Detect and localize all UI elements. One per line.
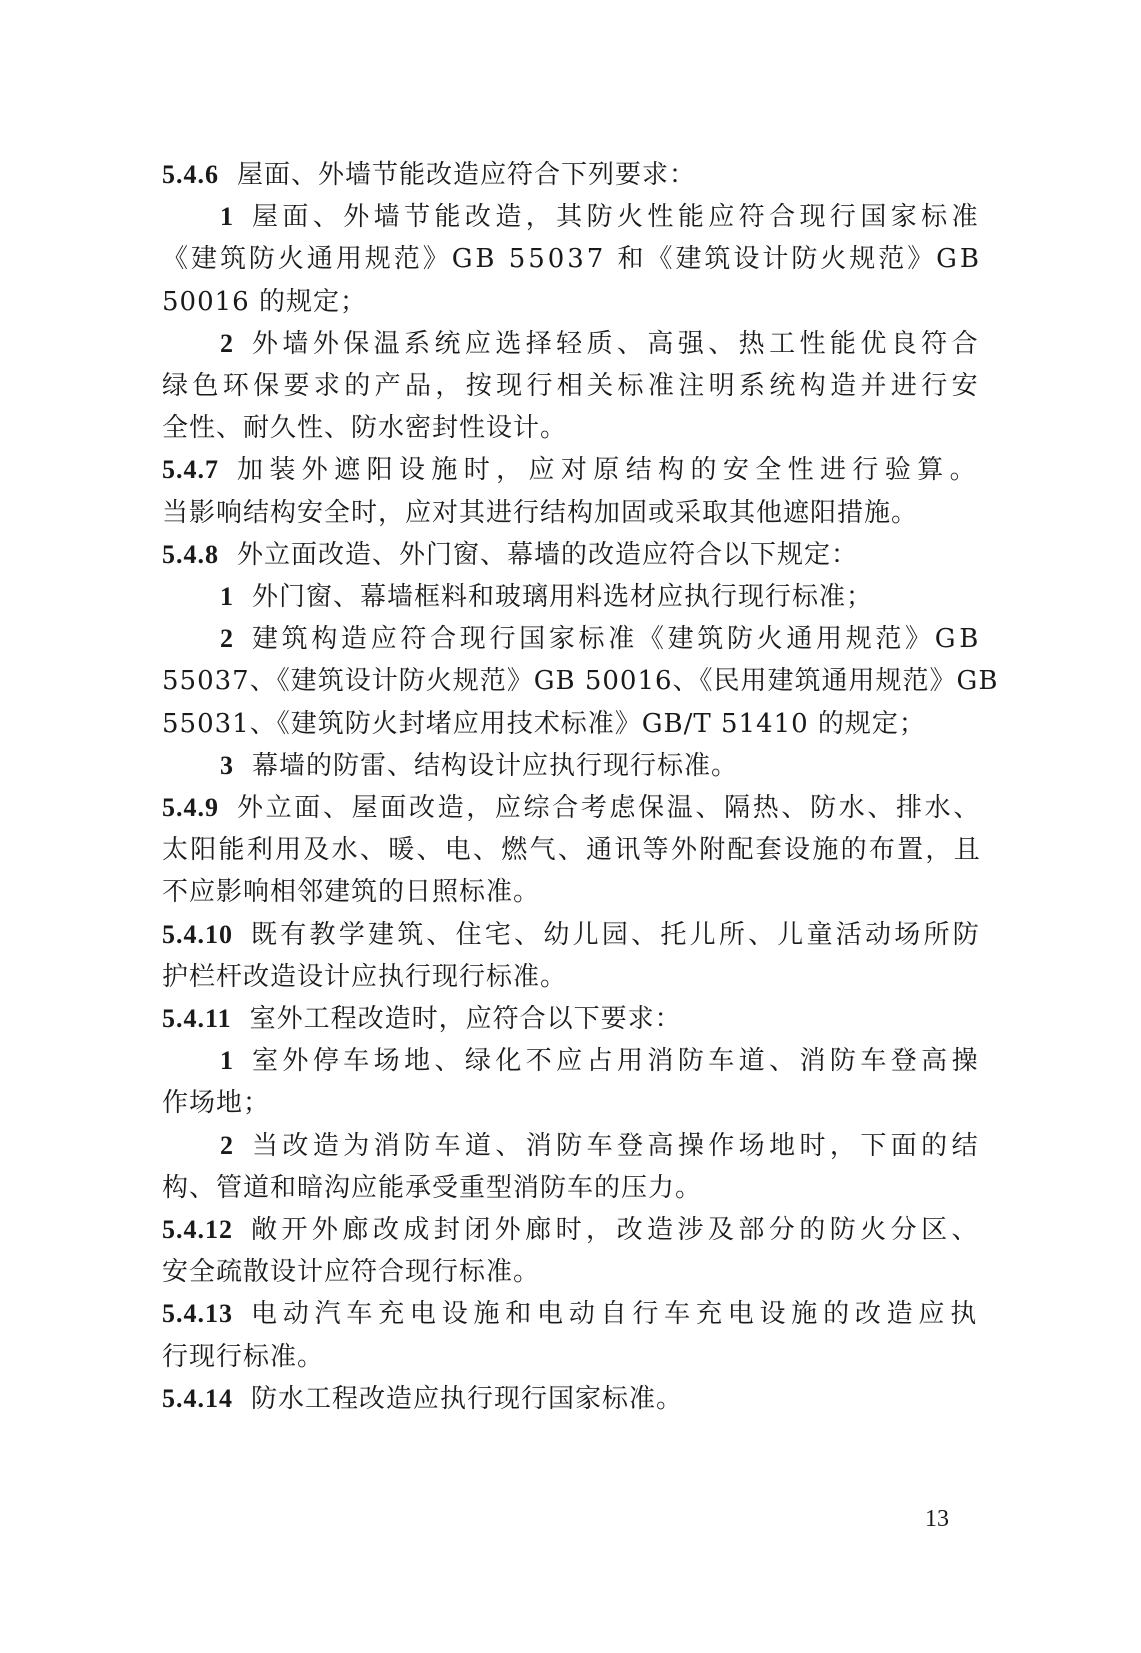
text-line: [220, 324, 982, 364]
line-text: 电动汽车充电设施和电动自行车充电设施的改造应执: [251, 1299, 982, 1330]
line-text: 屋面、外墙节能改造应符合下列要求：: [237, 160, 697, 190]
item-number: 2: [220, 624, 234, 654]
text-line: [220, 577, 982, 617]
text-line: [162, 704, 982, 744]
clause-number: 5.4.14: [162, 1383, 233, 1413]
text-line: [162, 957, 982, 997]
line-text: 55037、《建筑设计防火规范》GB 50016、《民用建筑通用规范》GB: [162, 666, 999, 697]
line-text: 敞开外廊改成封闭外廊时，改造涉及部分的防火分区、: [251, 1215, 982, 1245]
item-number: 1: [220, 1046, 234, 1076]
clause-number: 5.4.6: [162, 160, 219, 189]
line-text: 屋面、外墙节能改造，其防火性能应符合现行国家标准: [252, 202, 982, 233]
line-text: 外墙外保温系统应选择轻质、高强、热工性能优良符合: [252, 328, 982, 359]
text-line: [162, 872, 982, 912]
line-text: 当影响结构安全时，应对其进行结构加固或采取其他遮阳措施。: [162, 497, 919, 528]
line-text: 作场地；: [162, 1088, 271, 1119]
text-line: [162, 239, 982, 279]
clause-number: 5.4.10: [162, 919, 233, 949]
text-line: [162, 450, 982, 490]
item-number: 2: [220, 1130, 234, 1160]
line-text: 护栏杆改造设计应执行现行标准。: [162, 961, 568, 992]
text-line: [220, 1041, 982, 1081]
text-line: [220, 746, 982, 786]
text-line: [162, 535, 982, 575]
line-text: 太阳能利用及水、暖、电、燃气、通讯等外附配套设施的布置，且: [162, 835, 982, 866]
text-line: [162, 1337, 982, 1377]
item-number: 3: [220, 750, 234, 780]
text-line: [162, 408, 982, 448]
line-text: 安全疏散设计应符合现行标准。: [162, 1257, 541, 1288]
line-text: 行现行标准。: [162, 1341, 325, 1372]
clause-number: 5.4.7: [162, 455, 219, 485]
text-line: [220, 197, 982, 237]
line-text: 绿色环保要求的产品，按现行相关标准注明系统构造并进行安: [162, 371, 982, 401]
text-line: [162, 1379, 982, 1419]
text-line: [162, 830, 982, 870]
line-text: 防水工程改造应执行现行国家标准。: [251, 1383, 684, 1414]
item-number: 1: [220, 582, 234, 611]
clause-number: 5.4.11: [162, 1004, 232, 1033]
line-text: 室外工程改造时，应符合以下要求：: [249, 1004, 682, 1034]
text-line: [220, 619, 982, 659]
page-number: 13: [925, 1506, 949, 1532]
text-line: [162, 155, 982, 195]
line-text: 外立面改造、外门窗、幕墙的改造应符合以下规定：: [237, 539, 859, 570]
item-number: 1: [220, 202, 234, 232]
line-text: 室外停车场地、绿化不应占用消防车道、消防车登高操: [252, 1046, 982, 1077]
line-text: 幕墙的防雷、结构设计应执行现行标准。: [252, 750, 739, 781]
text-line: [220, 1126, 982, 1166]
line-text: 建筑构造应符合现行国家标准《建筑防火通用规范》GB: [252, 624, 982, 655]
line-text: 《建筑防火通用规范》GB 55037 和《建筑设计防火规范》GB: [162, 244, 982, 275]
clause-number: 5.4.12: [162, 1215, 233, 1244]
clause-number: 5.4.13: [162, 1299, 233, 1329]
line-text: 50016 的规定；: [162, 286, 367, 317]
text-line: [162, 493, 982, 533]
text-line: [162, 915, 982, 955]
line-text: 外立面、屋面改造，应综合考虑保温、隔热、防水、排水、: [237, 793, 982, 823]
line-text: 当改造为消防车道、消防车登高操作场地时，下面的结: [252, 1130, 982, 1161]
line-text: 不应影响相邻建筑的日照标准。: [162, 877, 541, 908]
text-line: [162, 366, 982, 406]
clause-number: 5.4.9: [162, 793, 219, 822]
line-text: 外门窗、幕墙框料和玻璃用料选材应执行现行标准；: [252, 582, 874, 612]
line-text: 全性、耐久性、防水密封性设计。: [162, 413, 568, 444]
line-text: 55031、《建筑防火封堵应用技术标准》GB/T 51410 的规定；: [162, 708, 926, 739]
text-line: [162, 282, 982, 322]
text-line: [162, 1168, 982, 1208]
text-line: [162, 661, 999, 701]
clause-number: 5.4.8: [162, 539, 219, 569]
text-line: [162, 999, 982, 1039]
text-line: [162, 1083, 982, 1123]
text-line: [162, 1210, 982, 1250]
text-line: [162, 788, 982, 828]
line-text: 既有教学建筑、住宅、幼儿园、托儿所、儿童活动场所防: [251, 919, 982, 950]
text-line: [162, 1252, 982, 1292]
line-text: 加装外遮阳设施时，应对原结构的安全性进行验算。: [237, 455, 982, 486]
item-number: 2: [220, 328, 234, 358]
text-line: [162, 1294, 982, 1334]
line-text: 构、管道和暗沟应能承受重型消防车的压力。: [162, 1172, 703, 1203]
